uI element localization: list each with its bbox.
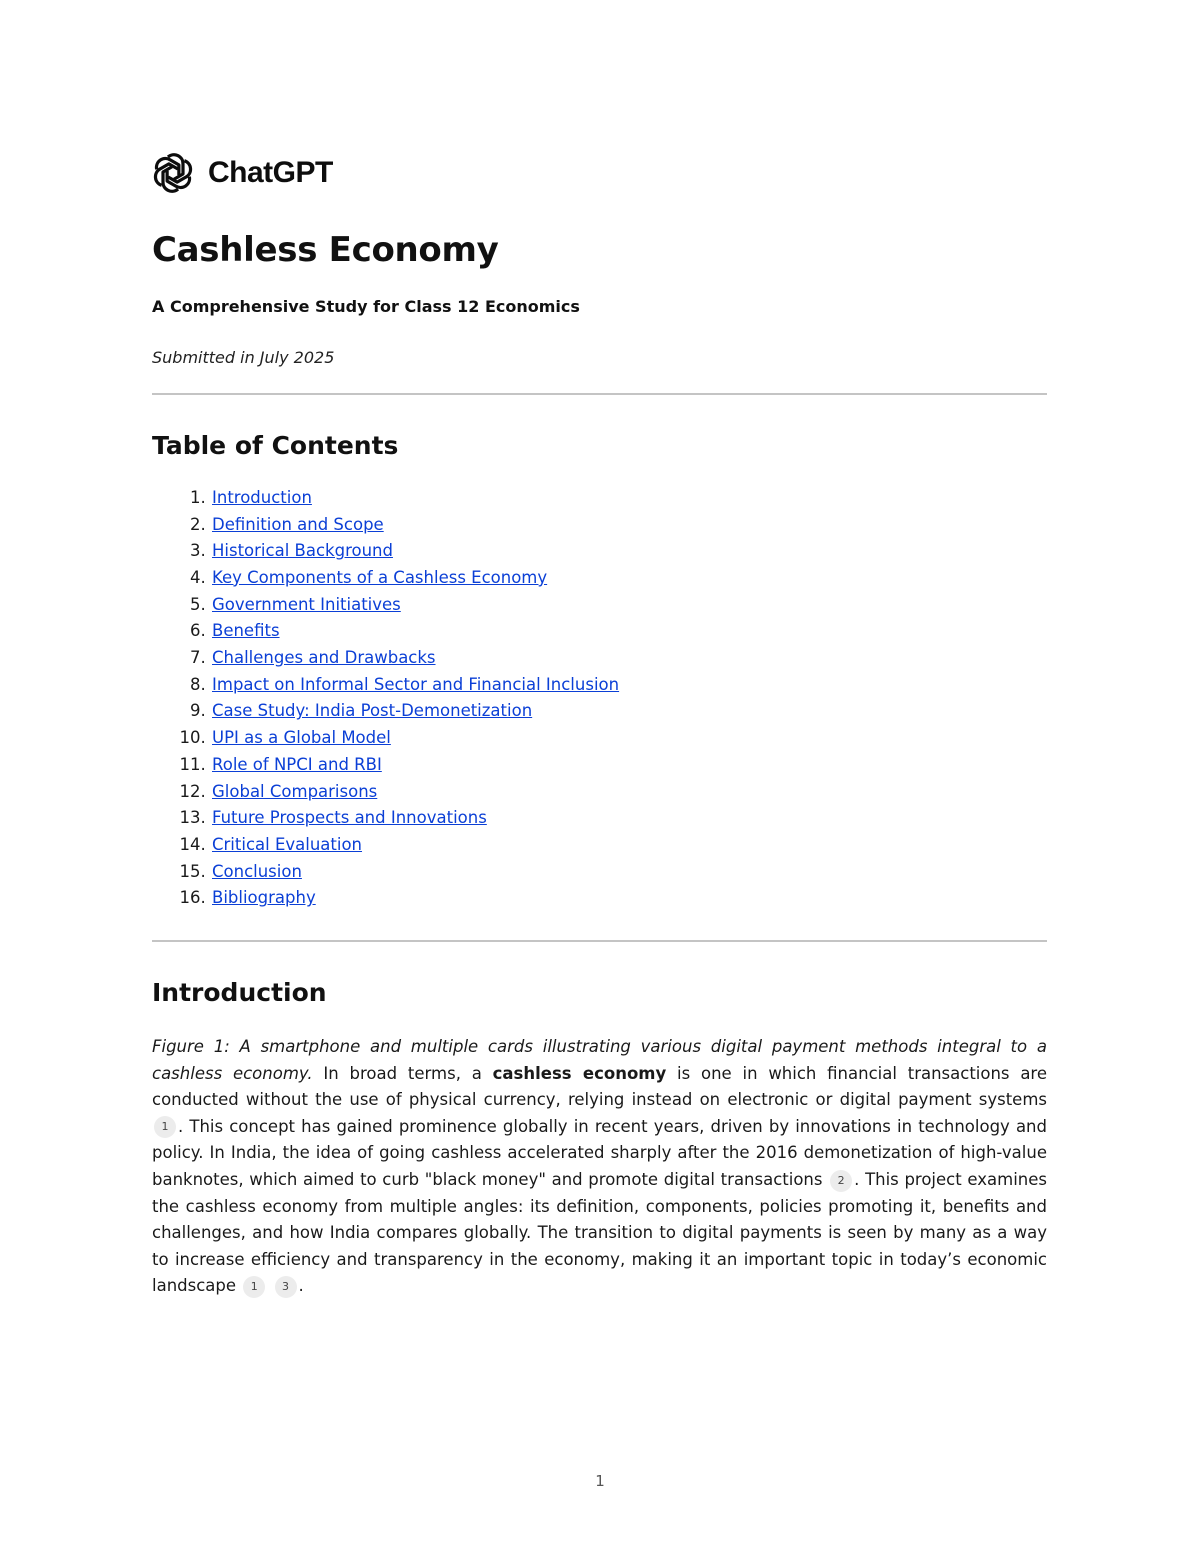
- toc-link-benefits[interactable]: Benefits: [212, 621, 280, 641]
- paragraph-text: is one in which financial transactions are conducted without the use of physical currency, relying instead on electronic or digital payment systems: [152, 1063, 1048, 1110]
- document-page: [152, 150, 1047, 1300]
- introduction-heading: Introduction: [152, 978, 327, 1008]
- toc-item: [211, 698, 1047, 725]
- toc-item: [211, 885, 1047, 912]
- toc-item: [211, 485, 1047, 512]
- document-title: Cashless Economy: [152, 230, 499, 270]
- toc-item: [211, 645, 1047, 672]
- toc-item: [211, 859, 1047, 886]
- toc-list: [152, 485, 1047, 912]
- toc-link-npci-rbi[interactable]: Role of NPCI and RBI: [212, 754, 382, 774]
- toc-link-future[interactable]: Future Prospects and Innovations: [212, 808, 487, 828]
- toc-link-conclusion[interactable]: Conclusion: [212, 861, 302, 881]
- toc-item: [211, 512, 1047, 539]
- toc-item: [211, 538, 1047, 565]
- citation-badge[interactable]: 1: [243, 1276, 265, 1298]
- toc-link-global[interactable]: Global Comparisons: [212, 781, 378, 801]
- toc-link-upi[interactable]: UPI as a Global Model: [212, 728, 391, 748]
- section-divider: [152, 940, 1047, 942]
- paragraph-text: . This concept has gained prominence globally in recent years, driven by innovations in technology and policy. In India, the idea of going cashless accelerated sharply after the 2016 demonetization of high-value banknotes, which aimed to curb "black money" and promote digital transactions: [152, 1116, 1047, 1190]
- paragraph-text: In broad terms, a: [312, 1063, 493, 1083]
- toc-item: [211, 592, 1047, 619]
- toc-item: [211, 805, 1047, 832]
- toc-link-case-study[interactable]: Case Study: India Post-Demonetization: [212, 701, 533, 721]
- toc-item: [211, 672, 1047, 699]
- toc-link-initiatives[interactable]: Government Initiatives: [212, 594, 401, 614]
- citation-badge[interactable]: 3: [275, 1276, 297, 1298]
- toc-link-components[interactable]: Key Components of a Cashless Economy: [212, 567, 548, 587]
- toc-item: [211, 752, 1047, 779]
- citation-badge[interactable]: 1: [154, 1116, 176, 1138]
- toc-link-challenges[interactable]: Challenges and Drawbacks: [212, 648, 436, 668]
- figure-caption: Figure 1: A smartphone and multiple cards illustrating various digital payment methods integral to a cashless economy.: [152, 1037, 1047, 1083]
- brand-header: [152, 150, 1047, 196]
- introduction-paragraph: [152, 1034, 1047, 1300]
- paragraph-text: .: [298, 1276, 304, 1296]
- citation-badge[interactable]: 2: [830, 1170, 852, 1192]
- brand-name: ChatGPT: [208, 156, 333, 189]
- toc-heading: Table of Contents: [152, 430, 399, 460]
- toc-item: [211, 565, 1047, 592]
- toc-item: [211, 832, 1047, 859]
- toc-link-history[interactable]: Historical Background: [212, 541, 393, 561]
- paragraph-text: . This project examines the cashless economy from multiple angles: its definition, components, policies promoting it, benefits and challenges, and how India compares globally. The transition to digital payments is seen by many as a way to increase efficiency and transparency in the economy, making it an important topic in today’s economic landscape: [152, 1170, 1047, 1296]
- toc-link-bibliography[interactable]: Bibliography: [212, 888, 316, 908]
- toc-item: [211, 779, 1047, 806]
- section-divider: [152, 393, 1047, 395]
- document-subtitle: A Comprehensive Study for Class 12 Economics: [152, 296, 580, 316]
- toc-link-definition[interactable]: Definition and Scope: [212, 514, 384, 534]
- toc-item: [211, 618, 1047, 645]
- bold-term: cashless economy: [492, 1063, 667, 1083]
- toc-link-introduction[interactable]: Introduction: [212, 487, 312, 507]
- toc-item: [211, 725, 1047, 752]
- toc-link-evaluation[interactable]: Critical Evaluation: [212, 834, 363, 854]
- openai-knot-icon: [152, 152, 194, 194]
- submission-date: Submitted in July 2025: [152, 347, 335, 367]
- page-number: 1: [595, 1472, 605, 1490]
- toc-link-impact[interactable]: Impact on Informal Sector and Financial Inclusion: [212, 674, 620, 694]
